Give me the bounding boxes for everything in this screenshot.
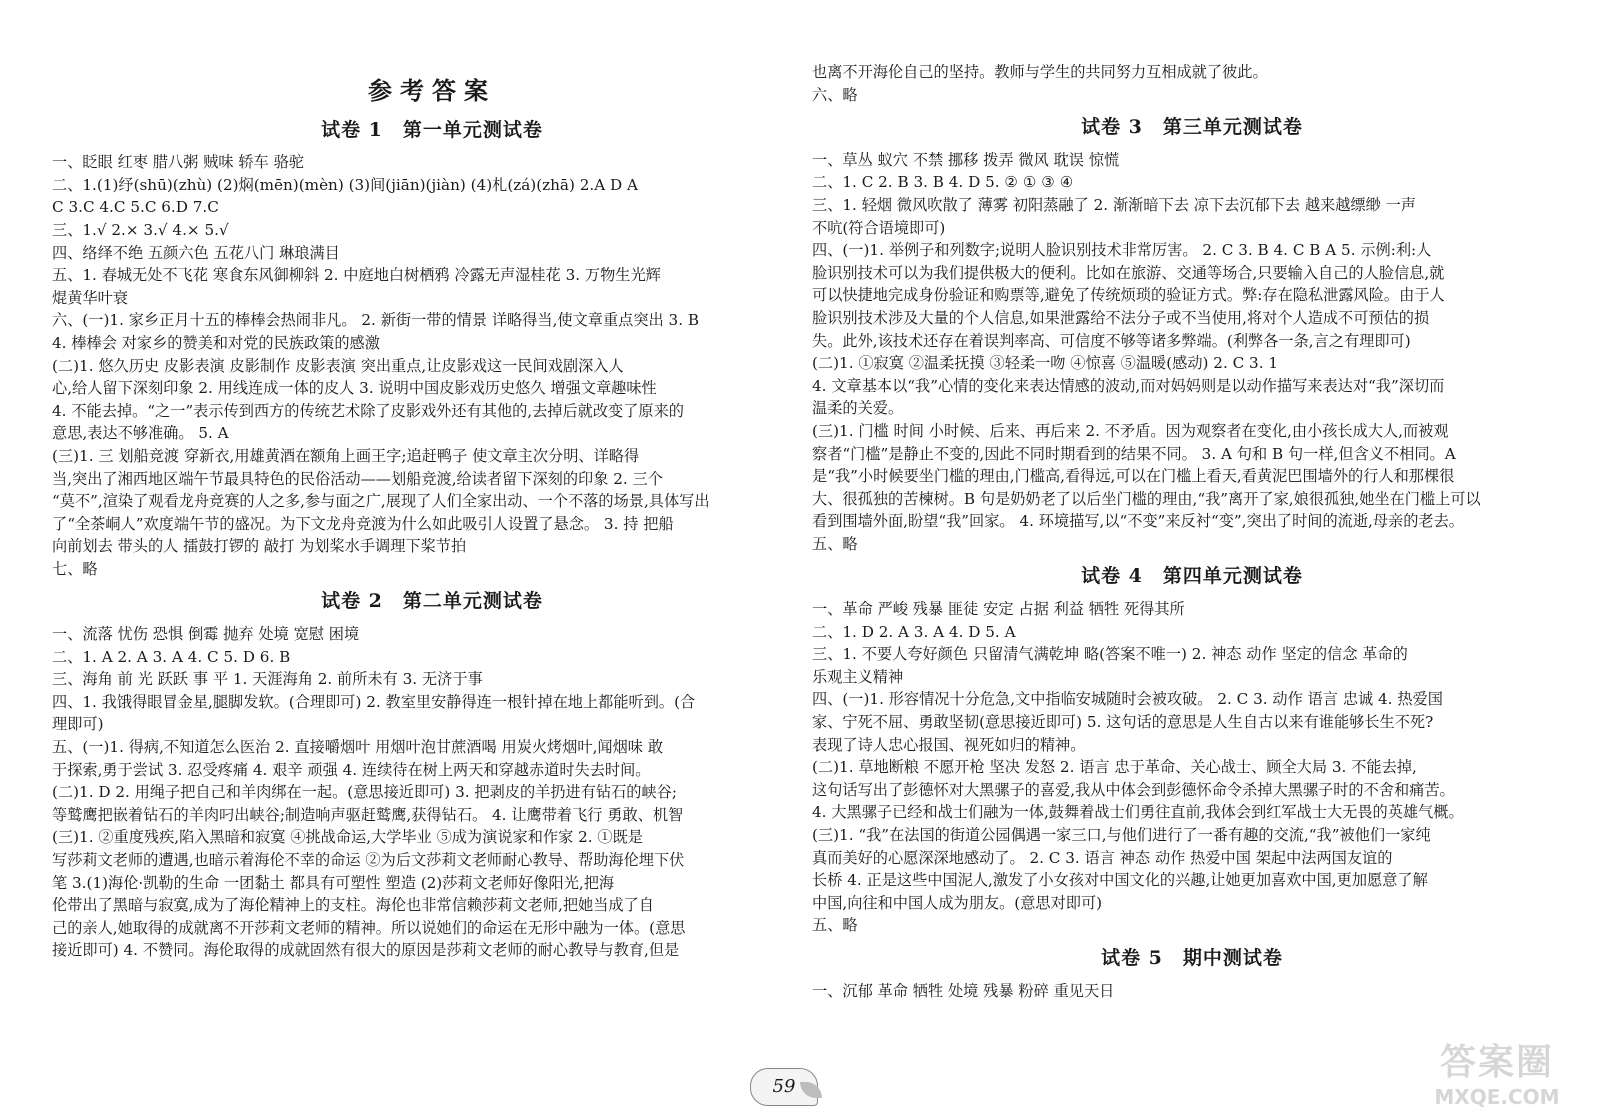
answer-line: 写莎莉文老师的遭遇,也暗示着海伦不幸的命运 ②为后文莎莉文老师耐心教导、帮助海伦埋下伏	[52, 851, 685, 869]
section-number: 试卷 3	[1081, 116, 1143, 139]
test-section	[52, 590, 812, 962]
right-column	[812, 0, 1572, 1002]
answer-line: 当,突出了湘西地区端午节最具特色的民俗活动——划船竞渡,给读者留下深刻的印象 2. 三个	[52, 469, 663, 488]
answer-line: 五、1. 春城无处不飞花 寒食东风御柳斜 2. 中庭地白树栖鸦 冷露无声湿桂花 3. 万物生光辉	[52, 266, 661, 285]
answer-line: 一、流落 忧伤 恐惧 倒霉 抛弃 处境 宽慰 困境	[52, 625, 360, 644]
section-number: 试卷 2	[321, 590, 383, 613]
watermark-logo	[1422, 1034, 1572, 1109]
section-title	[812, 947, 1572, 970]
answer-line: 三、1. 轻烟 微风吹散了 薄雾 初阳蒸融了 2. 渐渐暗下去 凉下去沉郁下去 越来越缥缈 一声	[812, 195, 1416, 214]
section-name: 第三单元测试卷	[1162, 116, 1303, 139]
answer-line: 长桥 4. 正是这些中国泥人,激发了小女孩对中国文化的兴趣,让她更加喜欢中国,更加愿意了解	[812, 871, 1428, 890]
answer-line: 一、眨眼 红枣 腊八粥 贼味 轿车 骆驼	[52, 153, 304, 172]
answer-line: 了“全茶峒人”欢度端午节的盛况。为下文龙舟竞渡为什么如此吸引人设置了悬念。 3. 持 把船	[52, 514, 674, 533]
test-section	[812, 116, 1572, 555]
test-section	[812, 947, 1572, 1002]
test-section	[52, 119, 812, 581]
answer-line: “莫不”,渲染了观看龙舟竞赛的人之多,参与面之广,展现了人们全家出动、一个不落的场景,具体写出	[52, 492, 710, 511]
answer-line: 己的亲人,她取得的成就离不开莎莉文老师的精神。所以说她们的命运在无形中融为一体。(意思	[52, 918, 686, 937]
watermark-url: MXQE.COM	[1434, 1085, 1560, 1109]
answer-line: 可以快捷地完成身份验证和购票等,避免了传统烦琐的验证方式。弊:存在隐私泄露风险。由于人	[812, 286, 1445, 305]
answer-line: (三)1. “我”在法国的街道公园偶遇一家三口,与他们进行了一番有趣的交流,“我”被他们一家纯	[812, 826, 1431, 844]
answer-line: 家、宁死不屈、勇敢坚韧(意思接近即可) 5. 这句话的意思是人生自古以来有谁能够长生不死?	[812, 713, 1434, 732]
section-number: 试卷 4	[1081, 565, 1143, 588]
section-name: 第四单元测试卷	[1162, 565, 1303, 588]
answer-line: 二、1. A 2. A 3. A 4. C 5. D 6. B	[52, 647, 291, 666]
answer-line: 理即可)	[52, 715, 104, 734]
section-body	[812, 980, 1572, 1003]
answer-line: 脸识别技术涉及大量的个人信息,如果泄露给不法分子或不当使用,将对个人造成不可预估的损	[812, 308, 1430, 327]
section-title	[812, 116, 1572, 139]
answer-line: 二、1.(1)纾(shū)(zhù) (2)焖(mēn)(mèn) (3)间(jiān)(jiàn) (4)札(zá)(zhā) 2.A D A	[52, 175, 639, 194]
left-column	[52, 0, 812, 962]
answer-line: (二)1. ①寂寞 ②温柔抚摸 ③轻柔一吻 ④惊喜 ⑤温暖(感动) 2. C 3. 1	[812, 354, 1279, 373]
answer-line: (二)1. 草地断粮 不愿开枪 坚决 发怒 2. 语言 忠于革命、关心战士、顾全大局 3. 不能去掉,	[812, 758, 1417, 777]
answer-line: 三、海角 前 光 跃跃 事 平 1. 天涯海角 2. 前所未有 3. 无济于事	[52, 670, 483, 689]
answer-line: 伦带出了黑暗与寂寞,成为了海伦精神上的支柱。海伦也非常信赖莎莉文老师,把她当成了自	[52, 896, 654, 915]
answer-line: 看到围墙外面,盼望“我”回家。 4. 环境描写,以“不变”来反衬“变”,突出了时间的流逝,母亲的老去。	[812, 512, 1464, 531]
answer-line: 焜黄华叶衰	[52, 288, 128, 307]
section-name: 期中测试卷	[1182, 946, 1283, 969]
section-name: 第二单元测试卷	[402, 590, 543, 613]
answer-line: 四、(一)1. 形容情况十分危急,文中指临安城随时会被攻破。 2. C 3. 动作 语言 忠诚 4. 热爱国	[812, 690, 1443, 709]
section-body	[812, 149, 1572, 556]
answer-line: 真而美好的心愿深深地感动了。 2. C 3. 语言 神态 动作 热爱中国 架起中法两国友谊的	[812, 848, 1393, 867]
answer-line: 四、络绎不绝 五颜六色 五花八门 琳琅满目	[52, 243, 340, 262]
answer-line: 也离不开海伦自己的坚持。教师与学生的共同努力互相成就了彼此。	[812, 63, 1268, 81]
answer-line: 乐观主义精神	[812, 667, 904, 686]
answer-line: 三、1.√ 2.× 3.√ 4.× 5.√	[52, 220, 229, 239]
answer-line: 七、略	[52, 559, 98, 578]
answer-line: 向前划去 带头的人 擂鼓打锣的 敲打 为划桨水手调理下桨节拍	[52, 537, 467, 556]
answer-line: 表现了诗人忠心报国、视死如归的精神。	[812, 735, 1086, 754]
answer-line: (三)1. ②重度残疾,陷入黑暗和寂寞 ④挑战命运,大学毕业 ⑤成为演说家和作家 2. ①既是	[52, 828, 643, 847]
answer-line: 这句话写出了彭德怀对大黑骡子的喜爱,我从中体会到彭德怀命令杀掉大黑骡子时的不舍和痛苦。	[812, 780, 1455, 799]
left-sections	[52, 119, 812, 962]
answer-line: 五、略	[812, 534, 858, 553]
answer-line: 二、1. D 2. A 3. A 4. D 5. A	[812, 622, 1016, 641]
answer-line: 于探索,勇于尝试 3. 忍受疼痛 4. 艰辛 顽强 4. 连续待在树上两天和穿越赤道时失去时间。	[52, 760, 651, 779]
answer-line: 4. 棒棒会 对家乡的赞美和对党的民族政策的感激	[52, 333, 380, 352]
answer-line: 失。此外,该技术还存在着误判率高、可信度不够等诸多弊端。(利弊各一条,言之有理即可)	[812, 331, 1411, 350]
section-number: 试卷 5	[1101, 946, 1163, 969]
section-number: 试卷 1	[321, 118, 383, 141]
section-body	[52, 623, 812, 962]
right-intro	[812, 61, 1572, 106]
answer-line: 六、略	[812, 85, 858, 104]
answer-line: 4. 大黑骡子已经和战士们融为一体,鼓舞着战士们勇往直前,我体会到红军战士大无畏的英雄气概。	[812, 803, 1464, 822]
answer-line: 笔 3.(1)海伦·凯勒的生命 一团黏土 都具有可塑性 塑造 (2)莎莉文老师好像阳光,把海	[52, 873, 615, 892]
answer-line: 大、很孤独的苦楝树。B 句是奶奶老了以后坐门槛的理由,“我”离开了家,娘很孤独,她坐在门槛上可以	[812, 489, 1481, 508]
answer-line: 四、(一)1. 举例子和列数字;说明人脸识别技术非常厉害。 2. C 3. B 4. C B A 5. 示例:利:人	[812, 241, 1432, 260]
answer-line: 五、(一)1. 得病,不知道怎么医治 2. 直接嚼烟叶 用烟叶泡甘蔗酒喝 用炭火烤烟叶,闻烟味 敢	[52, 738, 664, 757]
section-title	[52, 590, 812, 613]
answer-line: 一、草丛 蚁穴 不禁 挪移 拨弄 微风 耽误 惊慌	[812, 150, 1120, 169]
answer-line: (三)1. 三 划船竞渡 穿新衣,用雄黄酒在额角上画王字;追赶鸭子 使文章主次分明、详略得	[52, 446, 640, 465]
right-sections	[812, 116, 1572, 1002]
answer-line: 是“我”小时候要坐门槛的理由,门槛高,看得远,可以在门槛上看天,看黄泥巴围墙外的行人和那棵很	[812, 467, 1455, 486]
answer-line: 4. 文章基本以“我”心情的变化来表达情感的波动,而对妈妈则是以动作描写来表达对“我”深切而	[812, 376, 1445, 395]
section-body	[52, 151, 812, 580]
section-body	[812, 598, 1572, 937]
watermark-text: 答案圈	[1439, 1042, 1554, 1083]
answer-line: C 3.C 4.C 5.C 6.D 7.C	[52, 198, 219, 217]
answer-line: 意思,表达不够准确。 5. A	[52, 424, 229, 443]
answer-line: 一、革命 严峻 残暴 匪徒 安定 占据 利益 牺牲 死得其所	[812, 600, 1185, 619]
answer-line: 心,给人留下深刻印象 2. 用线连成一体的皮人 3. 说明中国皮影戏历史悠久 增强文章趣味性	[52, 379, 657, 398]
answer-line: 脸识别技术可以为我们提供极大的便利。比如在旅游、交通等场合,只要输入自己的人脸信息,就	[812, 263, 1445, 282]
section-title	[52, 119, 812, 142]
page-number: 59	[750, 1068, 818, 1106]
answer-line: 接近即可) 4. 不赞同。海伦取得的成就固然有很大的原因是莎莉文老师的耐心教导与教育,但是	[52, 941, 680, 960]
answer-line: (二)1. 悠久历史 皮影表演 皮影制作 皮影表演 突出重点,让皮影戏这一民间戏剧深入人	[52, 356, 624, 375]
answer-line: 四、1. 我饿得眼冒金星,腿脚发软。(合理即可) 2. 教室里安静得连一根针掉在地上都能听到。(合	[52, 692, 696, 711]
section-title	[812, 565, 1572, 588]
answer-line: 中国,向往和中国人成为朋友。(意思对即可)	[812, 893, 1103, 912]
answer-line: 不吭(符合语境即可)	[812, 218, 946, 237]
answer-line: 温柔的关爱。	[812, 399, 904, 418]
answer-line: 二、1. C 2. B 3. B 4. D 5. ② ① ③ ④	[812, 173, 1074, 192]
answer-line: (三)1. 门槛 时间 小时候、后来、再后来 2. 不矛盾。因为观察者在变化,由小孩长成大人,而被观	[812, 421, 1449, 440]
test-section	[812, 565, 1572, 937]
answer-line: 三、1. 不要人夸好颜色 只留清气满乾坤 略(答案不唯一) 2. 神态 动作 坚定的信念 革命的	[812, 645, 1408, 664]
answer-line: 一、沉郁 革命 牺牲 处境 残暴 粉碎 重见天日	[812, 981, 1115, 1000]
answer-line: 4. 不能去掉。“之一”表示传到西方的传统艺术除了皮影戏外还有其他的,去掉后就改变了原来的	[52, 401, 684, 420]
page-title: 参考答案	[368, 76, 496, 105]
answer-line: 察者“门槛”是静止不变的,因此不同时期看到的结果不同。 3. A 句和 B 句一样,但含义不相同。A	[812, 444, 1456, 463]
answer-line: 五、略	[812, 916, 858, 935]
answer-line: (二)1. D 2. 用绳子把自己和羊肉绑在一起。(意思接近即可) 3. 把剥皮的羊扔进有钻石的峡谷;	[52, 783, 677, 802]
answer-line: 等鹫鹰把嵌着钻石的羊肉叼出峡谷;制造响声驱赶鹫鹰,获得钻石。 4. 让鹰带着飞行 勇敢、机智	[52, 805, 684, 824]
section-name: 第一单元测试卷	[402, 118, 543, 141]
answer-line: 六、(一)1. 家乡正月十五的棒棒会热闹非凡。 2. 新街一带的情景 详略得当,使文章重点突出 3. B	[52, 311, 700, 330]
